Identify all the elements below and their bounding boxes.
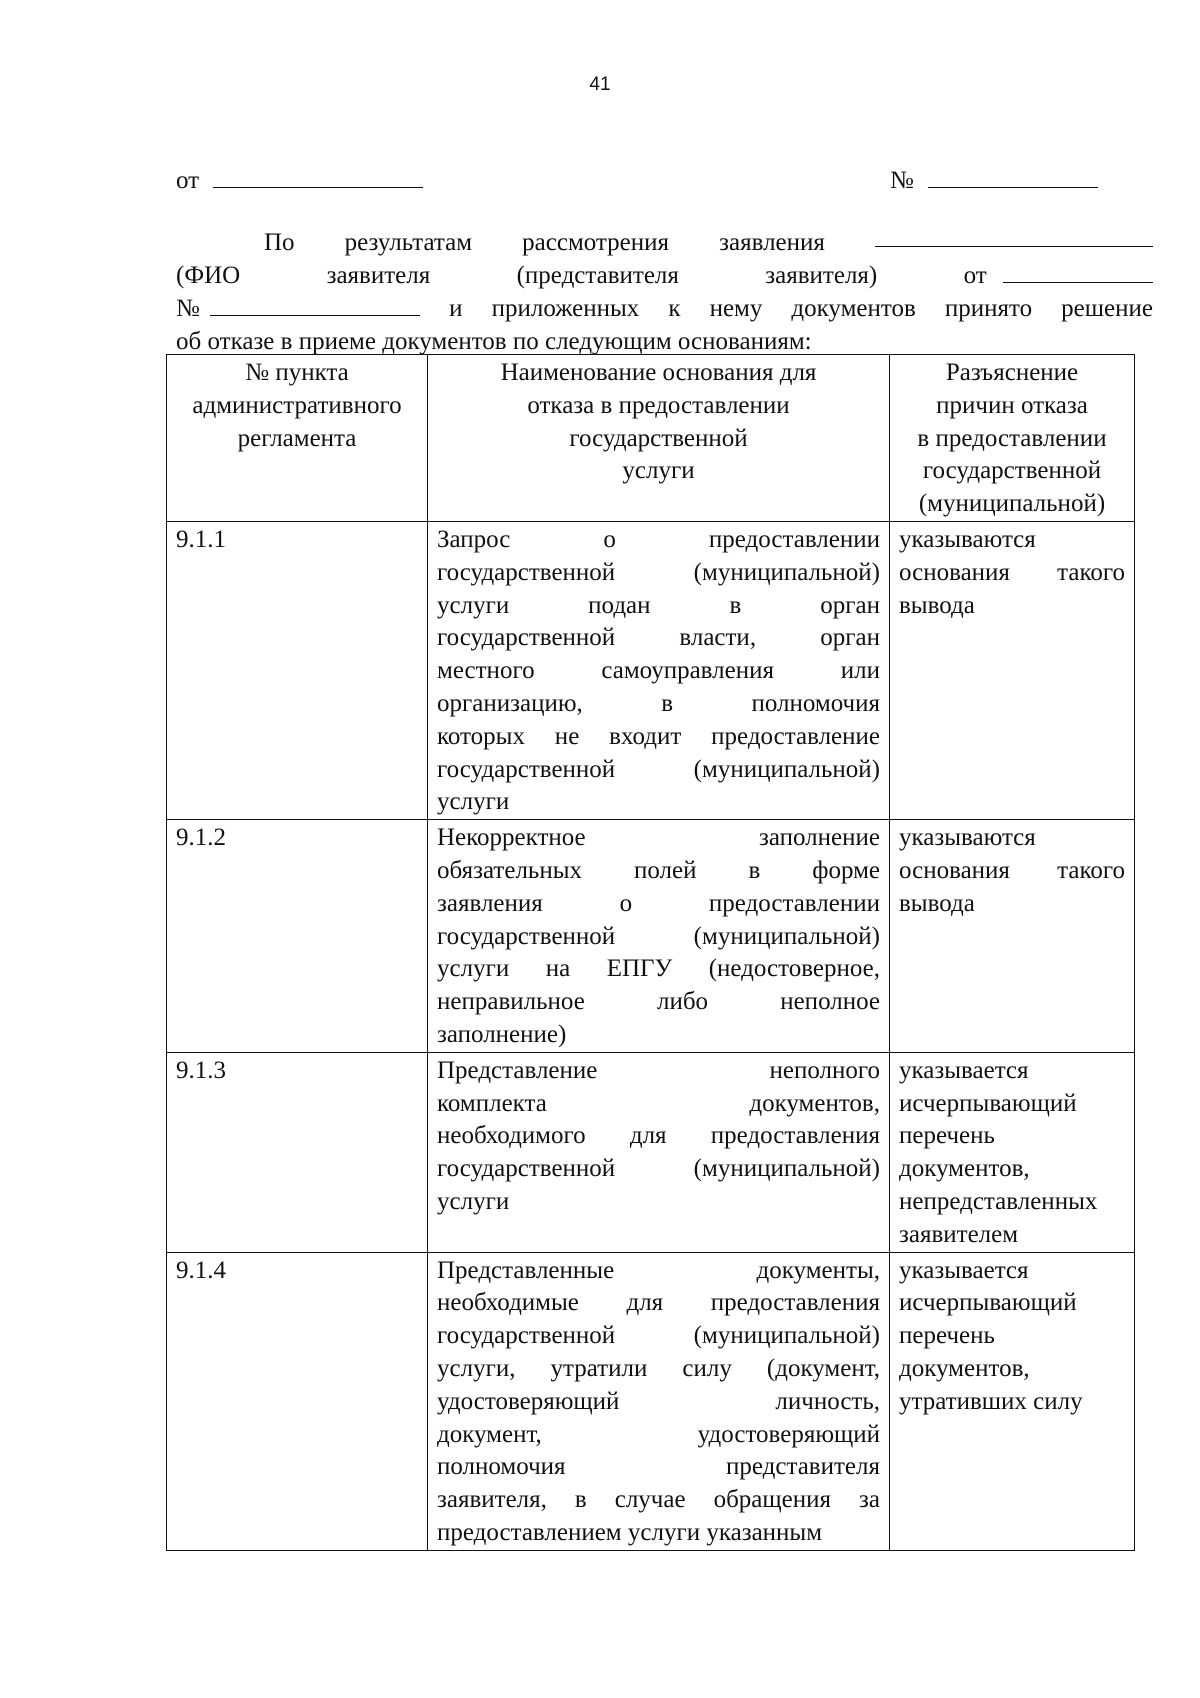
paragraph-line [176,259,1153,292]
from-date-blank [213,167,423,188]
reason-line: государственной власти, орган [437,624,880,652]
reason-line: государственной (муниципальной) [437,1155,880,1183]
header-explanation [890,355,1135,522]
header-reason-name [428,355,890,522]
header-line: государственной [569,424,748,452]
paragraph-word: (ФИО [176,262,241,289]
table-row [167,1052,1135,1252]
explanation-line: заявителем [899,1220,1019,1248]
header-line: отказа в предоставлении [527,391,790,419]
explanation-line: указывается [899,1256,1029,1284]
paragraph-word: По [264,229,295,256]
explanation-line: документов, [899,1155,1030,1183]
regulation-point-cell: 9.1.2 [167,820,428,1053]
reason-cell [428,1252,890,1550]
explanation-cell [890,1252,1135,1550]
reason-line: местного самоуправления или [437,657,880,685]
reason-line: услуги [437,788,510,816]
explanation-line: указывается [899,1056,1029,1084]
page-number: 41 [589,74,611,95]
explanation-cell [890,1052,1135,1252]
paragraph-word: нему [709,295,763,322]
reason-line: документ, удостоверяющий [437,1420,880,1448]
reason-cell [428,820,890,1053]
from-label: от [176,167,200,194]
regulation-point-cell: 9.1.3 [167,1052,428,1252]
reason-line: комплекта документов, [437,1089,880,1117]
table-row [167,1252,1135,1550]
reason-line: необходимого для предоставления [437,1122,880,1150]
reason-line: Представление неполного [437,1056,880,1084]
explanation-line: вывода [899,591,975,619]
refusal-reasons-table [166,354,1135,1551]
table-body [167,521,1135,1550]
paragraph-word: к [668,295,681,322]
reason-line: услуги на ЕПГУ (недостоверное, [437,955,880,983]
reason-line: которых не входит предоставление [437,722,880,750]
explanation-line: исчерпывающий [899,1289,1077,1317]
reason-line: неправильное либо неполное [437,988,880,1016]
paragraph-word: (представителя [516,262,679,289]
reason-cell [428,1052,890,1252]
reason-line: заявления о предоставлении [437,889,880,917]
header-line: регламента [237,424,357,452]
header-line: (муниципальной) [918,490,1106,518]
header-line: № пункта [245,359,349,386]
header-line: государственной [922,457,1102,485]
reason-line: заполнение) [437,1020,567,1048]
header-line: в предоставлении [917,424,1107,452]
paragraph-word: приложенных [491,295,640,322]
header-line: причин отказа [936,391,1088,419]
reason-line: Запрос о предоставлении [437,525,880,553]
paragraph-word: заявителя [326,262,431,289]
explanation-line: перечень [899,1122,995,1150]
explanation-cell [890,521,1135,819]
paragraph-word: от [963,262,987,289]
regulation-point-cell: 9.1.4 [167,1252,428,1550]
paragraph-word: документов [791,295,916,322]
paragraph-line: об отказе в приеме документов по следующим основаниям: [176,328,812,355]
reason-line: услуги [437,1187,510,1215]
paragraph-word: результатам [344,229,473,256]
application-number-blank [210,295,420,316]
explanation-cell [890,820,1135,1053]
header-line: административного [192,391,402,419]
paragraph-word: и [449,295,463,322]
reason-line: государственной (муниципальной) [437,755,880,783]
explanation-line: указываются [899,824,1036,852]
paragraph-word: принято [944,295,1033,322]
reason-line: услуги подан в орган [437,591,880,619]
explanation-line: перечень [899,1322,995,1350]
explanation-line: основания такого [899,856,1125,884]
regulation-point-cell: 9.1.1 [167,521,428,819]
explanation-line: утративших силу [899,1387,1083,1415]
explanation-line: указываются [899,525,1036,553]
reason-line: Представленные документы, [437,1256,880,1284]
paragraph-word: рассмотрения [522,229,670,256]
table-row [167,820,1135,1053]
explanation-line: документов, [899,1354,1030,1382]
paragraph-line [176,292,1153,325]
document-number-blank [928,167,1098,188]
table-row [167,521,1135,819]
reason-line: полномочия представителя [437,1453,880,1481]
reason-line: государственной (муниципальной) [437,1322,880,1350]
header-line: услуги [622,457,695,485]
table-header-row [167,355,1135,522]
application-blank [875,226,1153,247]
paragraph-line [176,226,1153,259]
reason-line: удостоверяющий личность, [437,1387,880,1415]
from-date-field [176,164,423,197]
number-label: № [890,167,914,194]
explanation-line: непредставленных [899,1187,1098,1215]
intro-paragraph [176,226,1153,358]
reason-line: услуги, утратили силу (документ, [437,1354,880,1382]
explanation-line: вывода [899,889,975,917]
paragraph-word: № [176,295,200,322]
application-date-blank [1003,262,1153,283]
reason-line: необходимые для предоставления [437,1289,880,1317]
explanation-line: исчерпывающий [899,1089,1077,1117]
reason-cell [428,521,890,819]
reason-line: заявителя, в случае обращения за [437,1486,880,1514]
paragraph-word: решение [1061,295,1153,322]
paragraph-word: заявления [719,229,825,256]
reason-line: государственной (муниципальной) [437,558,880,586]
header-line: Наименование основания для [500,359,817,386]
document-number-field [890,164,1098,197]
header-regulation-point [167,355,428,522]
reason-line: организацию, в полномочия [437,689,880,717]
reason-line: Некорректное заполнение [437,824,880,852]
reason-line: обязательных полей в форме [437,856,880,884]
header-line: Разъяснение [945,359,1079,386]
paragraph-word: заявителя) [765,262,878,289]
explanation-line: основания такого [899,558,1125,586]
reason-line: государственной (муниципальной) [437,922,880,950]
reason-line: предоставлением услуги указанным [437,1518,823,1546]
